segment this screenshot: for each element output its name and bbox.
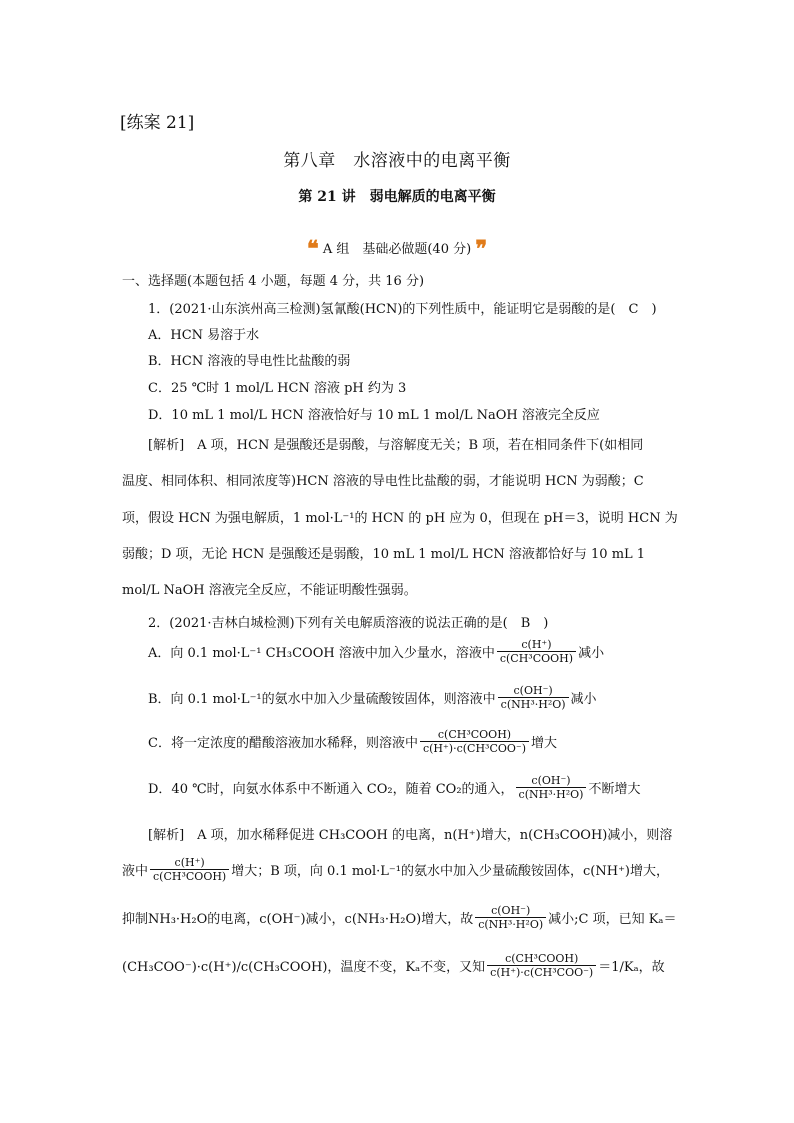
section-heading: 一、选择题(本题包括 4 小题，每题 4 分，共 16 分) bbox=[122, 274, 425, 289]
option-text: A．向 0.1 mol·L⁻¹ CH₃COOH 溶液中加入少量水，溶液中 bbox=[148, 646, 495, 662]
analysis-text: 液中 bbox=[122, 864, 149, 880]
question-1-analysis-line: mol/L NaOH 溶液完全反应，不能证明酸性强弱。 bbox=[122, 583, 417, 598]
question-2-analysis-line bbox=[122, 904, 676, 931]
question-1-option-c: C．25 ℃时 1 mol/L HCN 溶液 pH 约为 3 bbox=[148, 381, 407, 396]
option-text-end: 增大 bbox=[531, 736, 558, 752]
question-1-analysis-line: 弱酸；D 项，无论 HCN 是强酸还是弱酸，10 mL 1 mol/L HCN 溶液都恰好与 10 mL 1 bbox=[122, 547, 646, 562]
analysis-text-end: ＝1/Kₐ，故 bbox=[598, 960, 665, 976]
quote-open-icon: ❝ bbox=[306, 236, 319, 262]
fraction-numerator: c(OH⁻) bbox=[498, 684, 569, 698]
fraction-denominator: c(NH³·H²O) bbox=[478, 918, 544, 932]
analysis-text: 抑制NH₃·H₂O的电离，c(OH⁻)减小，c(NH₃·H₂O)增大，故 bbox=[122, 912, 474, 928]
question-2-option-b bbox=[148, 684, 597, 711]
fraction bbox=[420, 728, 529, 755]
question-2-analysis-line bbox=[122, 952, 665, 979]
question-2-analysis-line bbox=[122, 856, 669, 883]
option-text: C．将一定浓度的醋酸溶液加水稀释，则溶液中 bbox=[148, 736, 418, 752]
exercise-code: [练案 21] bbox=[120, 113, 195, 133]
fraction-denominator: c(CH³COOH) bbox=[153, 870, 227, 884]
fraction bbox=[150, 856, 229, 883]
fraction-denominator: c(CH³COOH) bbox=[499, 652, 574, 666]
question-1-option-a: A．HCN 易溶于水 bbox=[148, 328, 260, 343]
question-2-option-a bbox=[148, 638, 604, 665]
question-1-stem: 1．(2021·山东滨州高三检测)氢氰酸(HCN)的下列性质中，能证明它是弱酸的是( C ) bbox=[148, 302, 657, 317]
question-1-analysis-line: 项，假设 HCN 为强电解质，1 mol·L⁻¹的 HCN 的 pH 应为 0，但现在 pH＝3，说明 HCN 为 bbox=[122, 511, 678, 526]
group-label: A 组 基础必做题(40 分) bbox=[322, 242, 472, 257]
fraction bbox=[487, 952, 596, 979]
option-text: D．40 ℃时，向氨水体系中不断通入 CO₂，随着 CO₂的通入， bbox=[148, 782, 514, 798]
question-1-analysis-line: [解析] A 项，HCN 是强酸还是弱酸，与溶解度无关；B 项，若在相同条件下(如相同 bbox=[148, 438, 644, 453]
option-text: B．向 0.1 mol·L⁻¹的氨水中加入少量硫酸铵固体，则溶液中 bbox=[148, 692, 496, 708]
fraction-denominator: c(H⁺)·c(CH³COO⁻) bbox=[490, 966, 594, 980]
question-2-stem: 2．(2021·吉林白城检测)下列有关电解质溶液的说法正确的是( B ) bbox=[148, 616, 549, 631]
quote-close-icon: ❞ bbox=[475, 236, 488, 262]
fraction-numerator: c(CH³COOH) bbox=[487, 952, 596, 966]
question-2-analysis-line: [解析] A 项，加水稀释促进 CH₃COOH 的电离，n(H⁺)增大，n(CH₃COOH)减小，则溶 bbox=[148, 828, 673, 843]
fraction-numerator: c(CH³COOH) bbox=[420, 728, 529, 742]
fraction bbox=[475, 904, 546, 931]
fraction-denominator: c(H⁺)·c(CH³COO⁻) bbox=[422, 742, 527, 756]
fraction-numerator: c(OH⁻) bbox=[475, 904, 546, 918]
option-text-end: 不断增大 bbox=[588, 782, 641, 798]
question-2-option-d bbox=[148, 774, 640, 801]
option-text-end: 减小 bbox=[578, 646, 605, 662]
fraction-numerator: c(H⁺) bbox=[150, 856, 229, 870]
fraction bbox=[516, 774, 587, 801]
chapter-title: 第八章 水溶液中的电离平衡 bbox=[283, 151, 511, 171]
question-2-option-c bbox=[148, 728, 557, 755]
analysis-text-end: 减小;C 项，已知 Kₐ＝ bbox=[548, 912, 677, 928]
fraction-denominator: c(NH³·H²O) bbox=[500, 698, 566, 712]
group-heading bbox=[0, 236, 794, 262]
fraction-numerator: c(OH⁻) bbox=[516, 774, 587, 788]
fraction bbox=[498, 684, 569, 711]
question-1-option-b: B．HCN 溶液的导电性比盐酸的弱 bbox=[148, 354, 351, 369]
analysis-text: (CH₃COO⁻)·c(H⁺)/c(CH₃COOH)，温度不变，Kₐ不变，又知 bbox=[122, 960, 486, 976]
question-1-analysis-line: 温度、相同体积、相同浓度等)HCN 溶液的导电性比盐酸的弱，才能说明 HCN 为弱酸；C bbox=[122, 474, 644, 489]
fraction bbox=[497, 638, 576, 665]
question-1-option-d: D．10 mL 1 mol/L HCN 溶液恰好与 10 mL 1 mol/L NaOH 溶液完全反应 bbox=[148, 408, 600, 423]
analysis-text-end: 增大；B 项，向 0.1 mol·L⁻¹的氨水中加入少量硫酸铵固体，c(NH⁺)增大， bbox=[231, 864, 670, 880]
lesson-title: 第 21 讲 弱电解质的电离平衡 bbox=[298, 189, 496, 205]
fraction-numerator: c(H⁺) bbox=[497, 638, 576, 652]
fraction-denominator: c(NH³·H²O) bbox=[518, 788, 584, 802]
option-text-end: 减小 bbox=[570, 692, 597, 708]
